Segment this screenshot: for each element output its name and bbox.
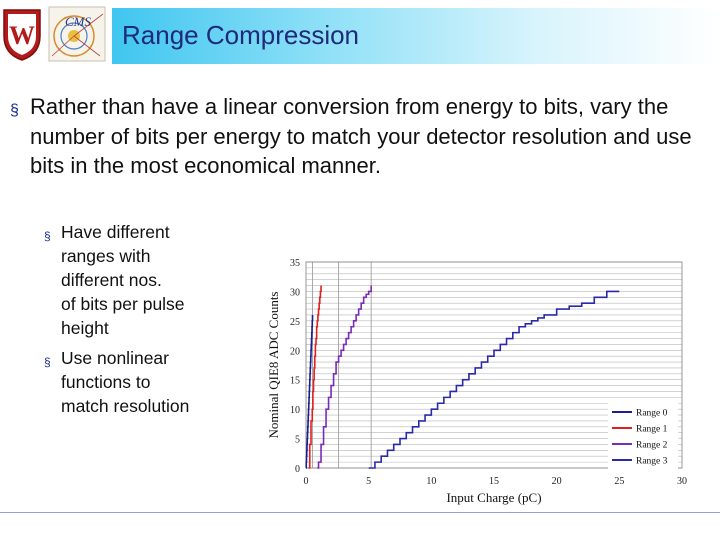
x-axis-label: Input Charge (pC) <box>446 490 542 505</box>
main-bullet <box>10 92 700 181</box>
sub-bullet-text: height <box>61 318 109 338</box>
cms-logo-text: CMS <box>65 14 91 29</box>
series-line <box>317 286 371 468</box>
page-title: Range Compression <box>122 20 360 50</box>
x-tick-label: 5 <box>366 476 372 487</box>
y-tick-label: 35 <box>290 258 300 269</box>
y-tick-label: 10 <box>290 405 300 417</box>
x-tick-label: 0 <box>303 476 309 487</box>
slide-header <box>0 0 720 66</box>
sub-bullet-marker: § <box>44 229 51 243</box>
sub-bullet-marker: § <box>44 355 51 369</box>
x-tick-label: 10 <box>426 476 437 487</box>
y-axis-label: Nominal QIE8 ADC Counts <box>266 291 281 439</box>
sub-bullet-text: different nos. <box>61 270 162 290</box>
sub-bullet-nonlinear <box>44 346 219 418</box>
x-tick-label: 25 <box>614 476 625 487</box>
x-tick-label: 30 <box>677 476 687 487</box>
footer-divider <box>0 512 720 513</box>
uw-crest-logo <box>0 6 44 62</box>
y-tick-label: 15 <box>290 375 300 387</box>
legend-label: Range 2 <box>636 440 668 451</box>
uw-logo-letter: W <box>9 21 35 50</box>
sub-bullet-text: of bits per pulse <box>61 294 185 314</box>
sub-bullet-text: match resolution <box>61 396 190 416</box>
bullet-marker: § <box>10 102 19 119</box>
x-tick-label: 15 <box>489 476 499 487</box>
y-tick-label: 0 <box>295 464 300 475</box>
sub-bullet-ranges <box>44 220 219 340</box>
y-tick-label: 30 <box>290 287 300 299</box>
cms-logo <box>48 6 106 62</box>
sub-bullet-text: functions to <box>61 372 151 392</box>
sub-bullet-text: Have different <box>61 222 170 242</box>
legend-label: Range 3 <box>636 456 668 467</box>
main-bullet-text: Rather than have a linear conversion from energy to bits, vary the number of bits per energy to match your detector resolution and use bits in the most economical manner. <box>30 94 692 178</box>
y-tick-label: 25 <box>290 316 300 328</box>
y-tick-label: 5 <box>295 434 300 446</box>
sub-bullet-text: ranges with <box>61 246 151 266</box>
y-tick-label: 20 <box>290 346 300 358</box>
chart-svg <box>262 252 702 512</box>
adc-range-chart <box>262 252 702 512</box>
x-tick-label: 20 <box>551 476 562 487</box>
sub-bullet-text: Use nonlinear <box>61 348 169 368</box>
legend-label: Range 1 <box>636 424 668 435</box>
legend-label: Range 0 <box>636 408 668 419</box>
